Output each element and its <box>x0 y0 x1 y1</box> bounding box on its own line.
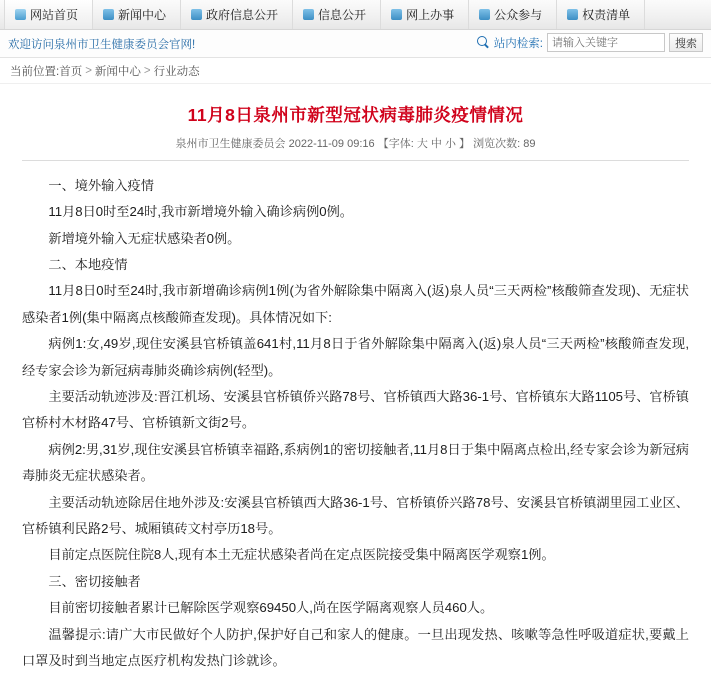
breadcrumb-prefix: 当前位置: <box>10 65 60 78</box>
page-title: 11月8日泉州市新型冠状病毒肺炎疫情情况 <box>187 105 524 125</box>
welcome-marquee: 欢迎访问泉州市卫生健康委员会官网! <box>8 38 196 51</box>
article-source: 泉州市卫生健康委员会 <box>175 137 286 150</box>
article-paragraph: 主要活动轨迹除居住地外涉及:安溪县官桥镇西大路36-1号、官桥镇侨兴路78号、安溪县官桥镇湖里园工业区、官桥镇利民路2号、城厢镇砖文村亭历18号。 <box>22 494 689 537</box>
search-input[interactable] <box>547 33 665 52</box>
breadcrumb-separator: > <box>143 64 151 77</box>
gov-info-icon <box>191 9 202 20</box>
service-icon <box>391 9 402 20</box>
article-paragraph: 主要活动轨迹涉及:晋江机场、安溪县官桥镇侨兴路78号、官桥镇西大路36-1号、官桥镇东大路1105号、官桥镇官桥村木材路47号、官桥镇新文街2号。 <box>22 389 689 431</box>
article-datetime: 2022-11-09 09:16 <box>288 137 375 150</box>
article-paragraph: 新增境外输入无症状感染者0例。 <box>48 230 241 246</box>
site-search <box>477 33 703 52</box>
font-size-label-end: 】 <box>459 137 471 150</box>
article-paragraph: 11月8日0时至24时,我市新增确诊病例1例(为省外解除集中隔离入(返)泉人员“三天两检”核酸筛查发现)、无症状感染者1例(集中隔离点核酸筛查发现)。具体情况如下: <box>22 283 689 325</box>
article-paragraph: 二、本地疫情 <box>48 256 128 272</box>
article-paragraph: 一、境外输入疫情 <box>48 177 154 193</box>
font-size-label: 【字体: <box>377 137 414 150</box>
nav-item-label: 网上办事 <box>406 8 455 22</box>
welcome-and-search-bar <box>0 30 711 58</box>
nav-item-label: 权责清单 <box>582 8 631 22</box>
article-paragraph: 病例1:女,49岁,现住安溪县官桥镇盖641村,11月8日于省外解除集中隔离入(返)泉人员“三天两检”核酸筛查发现,经专家会诊为新冠病毒肺炎确诊病例(轻型)。 <box>22 336 689 378</box>
article-meta <box>22 135 689 160</box>
nav-item-label: 网站首页 <box>30 8 79 22</box>
breadcrumb <box>0 58 711 84</box>
nav-item-power-list[interactable] <box>557 0 645 29</box>
article <box>0 84 711 674</box>
home-icon <box>15 9 26 20</box>
nav-item-gov-info[interactable] <box>181 0 293 29</box>
article-body <box>22 173 689 674</box>
search-label: 站内检索: <box>493 37 543 50</box>
breadcrumb-item-news[interactable]: 新闻中心 <box>94 65 141 78</box>
nav-item-label: 信息公开 <box>318 8 367 22</box>
article-tip: 温馨提示:请广大市民做好个人防护,保护好自己和家人的健康。一旦出现发热、咳嗽等急性呼吸道症状,要戴上口罩及时到当地定点医疗机构发热门诊就诊。 <box>22 626 689 669</box>
breadcrumb-separator: > <box>85 64 92 77</box>
nav-item-label: 公众参与 <box>494 8 543 22</box>
info-icon <box>303 9 314 20</box>
font-size-medium[interactable]: 中 <box>430 137 442 150</box>
font-size-large[interactable]: 大 <box>416 137 428 150</box>
article-paragraph: 11月8日0时至24时,我市新增境外输入确诊病例0例。 <box>48 204 353 220</box>
nav-item-label: 新闻中心 <box>118 8 167 22</box>
nav-item-news[interactable] <box>93 0 181 29</box>
nav-item-label: 政府信息公开 <box>206 8 279 22</box>
article-paragraph: 目前密切接触者累计已解除医学观察69450人,尚在医学隔离观察人员460人。 <box>48 600 494 616</box>
list-icon <box>567 9 578 20</box>
nav-item-info-disclosure[interactable] <box>293 0 381 29</box>
views-label: 浏览次数: <box>473 137 521 150</box>
divider <box>22 160 689 161</box>
views-count: 89 <box>523 137 536 150</box>
breadcrumb-item-industry[interactable]: 行业动态 <box>153 65 200 78</box>
main-navigation <box>0 0 711 30</box>
nav-item-public-participation[interactable] <box>469 0 557 29</box>
news-icon <box>103 9 114 20</box>
font-size-small[interactable]: 小 <box>444 137 456 150</box>
nav-item-home[interactable] <box>4 0 93 29</box>
article-paragraph: 三、密切接触者 <box>48 573 141 589</box>
search-icon <box>477 36 490 49</box>
search-button[interactable]: 搜索 <box>669 33 703 52</box>
article-paragraph: 目前定点医院住院8人,现有本土无症状感染者尚在定点医院接受集中隔离医学观察1例。 <box>48 547 555 563</box>
breadcrumb-item-home[interactable]: 首页 <box>59 65 83 78</box>
participation-icon <box>479 9 490 20</box>
article-paragraph: 病例2:男,31岁,现住安溪县官桥镇幸福路,系病例1的密切接触者,11月8日于集中隔离点检出,经专家会诊为新冠病毒肺炎无症状感染者。 <box>22 441 689 484</box>
nav-item-online-service[interactable] <box>381 0 469 29</box>
